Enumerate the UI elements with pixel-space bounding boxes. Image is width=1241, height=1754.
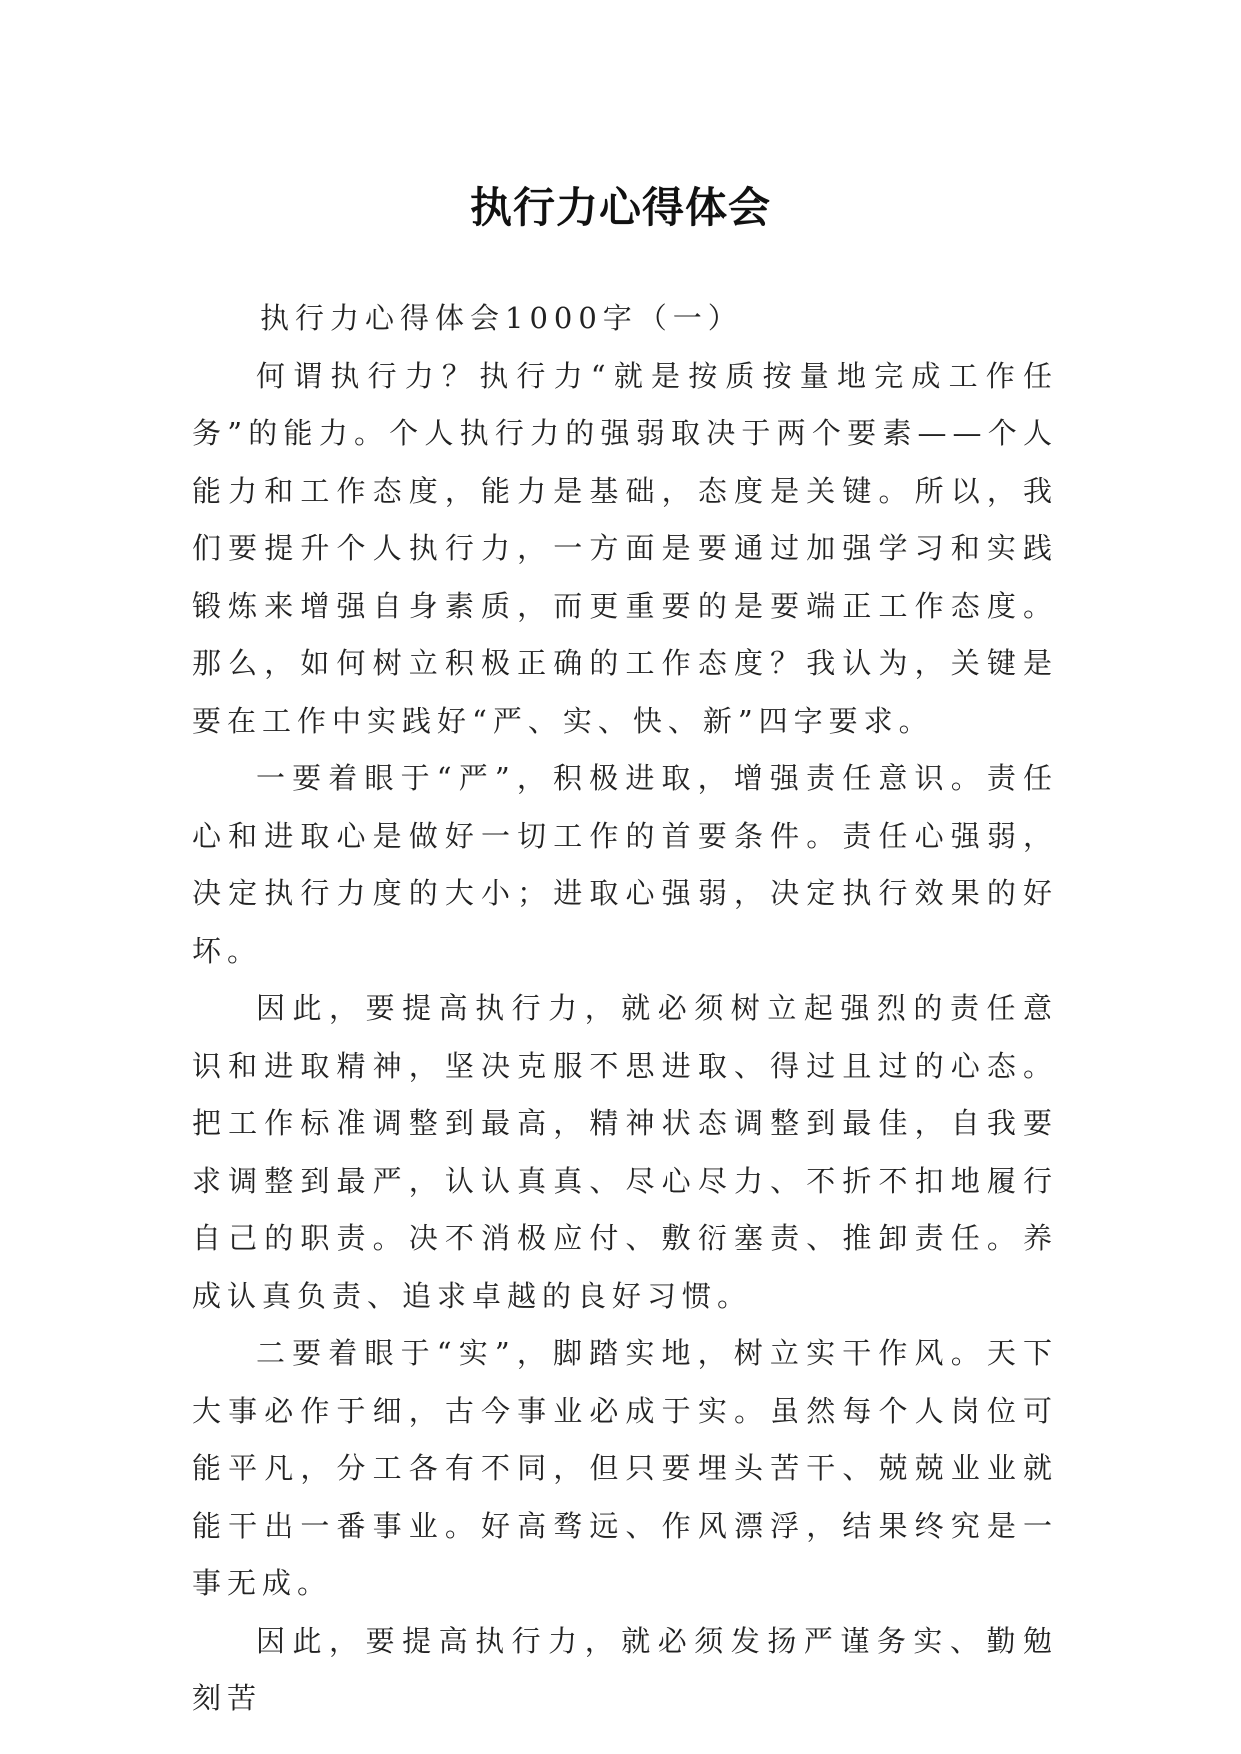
- document-title: 执行力心得体会: [469, 183, 771, 233]
- paragraph-1: 何谓执行力？执行力“就是按质按量地完成工作任务”的能力。个人执行力的强弱取决于两个要素——个人能力和工作态度，能力是基础，态度是关键。所以，我们要提升个人执行力，一方面是要通过加强学习和实践锻炼来增强自身素质，而更重要的是要端正工作态度。那么，如何树立积极正确的工作态度？我认为，关键是要在工作中实践好“严、实、快、新”四字要求。: [192, 358, 1058, 738]
- document-body: [192, 290, 1058, 1728]
- paragraph-3: 因此，要提高执行力，就必须树立起强烈的责任意识和进取精神，坚决克服不思进取、得过且过的心态。把工作标准调整到最高，精神状态调整到最佳，自我要求调整到最严，认认真真、尽心尽力、不折不扣地履行自己的职责。决不消极应付、敷衍塞责、推卸责任。养成认真负责、追求卓越的良好习惯。: [192, 991, 1058, 1313]
- paragraph-2: 一要着眼于“严”，积极进取，增强责任意识。责任心和进取心是做好一切工作的首要条件。责任心强弱，决定执行力度的大小；进取心强弱，决定执行效果的好坏。: [192, 761, 1058, 968]
- paragraph-5: 因此，要提高执行力，就必须发扬严谨务实、勤勉刻苦: [192, 1623, 1058, 1715]
- paragraph-4: 二要着眼于“实”，脚踏实地，树立实干作风。天下大事必作于细，古今事业必成于实。虽然每个人岗位可能平凡，分工各有不同，但只要埋头苦干、兢兢业业就能干出一番事业。好高骛远、作风漂浮，结果终究是一事无成。: [192, 1336, 1058, 1600]
- document-subtitle: 执行力心得体会1000字（一）: [260, 301, 743, 335]
